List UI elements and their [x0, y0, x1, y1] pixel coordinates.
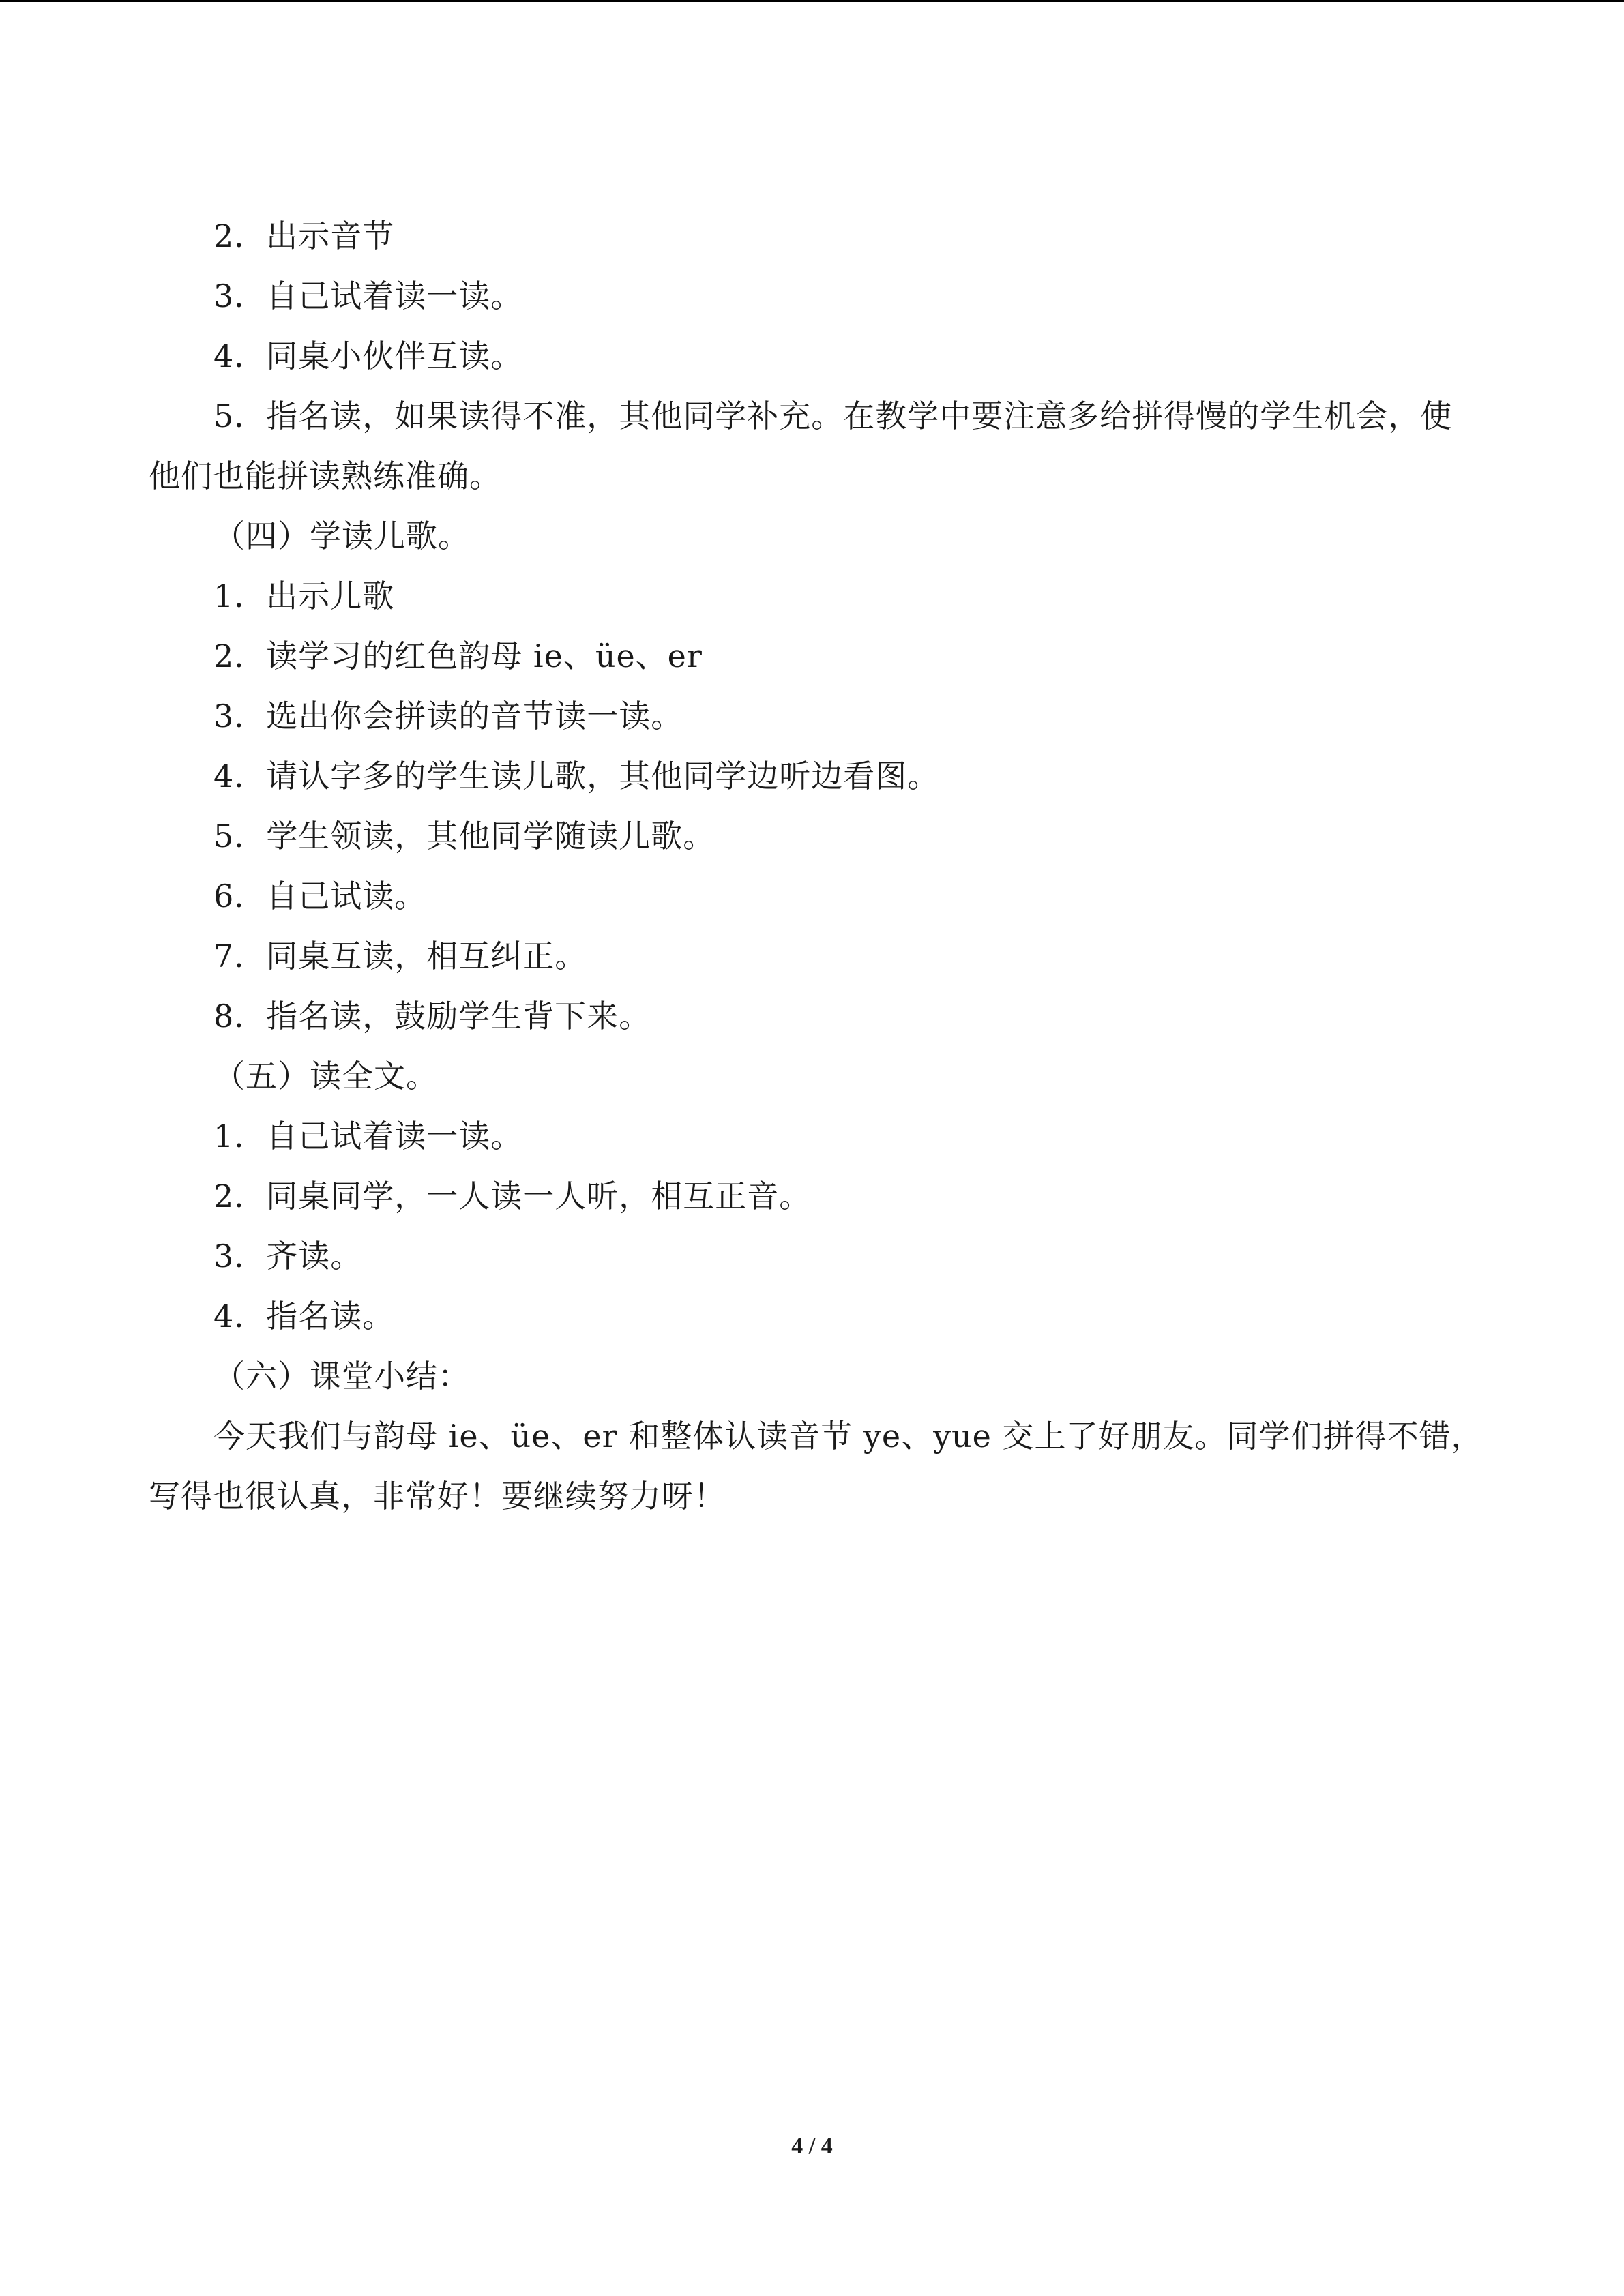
- step-partner-read: 4．同桌小伙伴互读。: [213, 338, 523, 374]
- page-number: 4 / 4: [791, 2134, 833, 2159]
- section-heading-learn-rhyme: （四）学读儿歌。: [213, 518, 470, 554]
- fulltext-step-group-read: 3．齐读。: [213, 1238, 363, 1274]
- rhyme-step-read-finals: 2．读学习的红色韵母 ie、üe、er: [213, 638, 703, 674]
- step-self-read: 3．自己试着读一读。: [213, 278, 523, 314]
- rhyme-step-partner-correct: 7．同桌互读，相互纠正。: [213, 938, 587, 974]
- rhyme-step-recite: 8．指名读，鼓励学生背下来。: [213, 998, 651, 1034]
- step-named-read: 5．指名读，如果读得不准，其他同学补充。在教学中要注意多给拼得慢的学生机会，使: [213, 398, 1453, 434]
- rhyme-step-choose-syllables: 3．选出你会拼读的音节读一读。: [213, 698, 683, 734]
- fulltext-step-partner: 2．同桌同学，一人读一人听，相互正音。: [213, 1178, 812, 1214]
- fulltext-step-self-read: 1．自己试着读一读。: [213, 1118, 523, 1154]
- section-heading-summary: （六）课堂小结：: [213, 1358, 470, 1395]
- summary-paragraph-line-1: 今天我们与韵母 ie、üe、er 和整体认读音节 ye、yue 交上了好朋友。同学们拼得不错，: [213, 1418, 1483, 1455]
- document-body: [149, 206, 1483, 1526]
- rhyme-step-show: 1．出示儿歌: [213, 578, 395, 614]
- top-border-line: [0, 0, 1624, 2]
- step-show-syllables: 2．出示音节: [213, 218, 395, 254]
- section-heading-read-full-text: （五）读全文。: [213, 1058, 438, 1094]
- summary-paragraph-line-2: 写得也很认真，非常好！要继续努力呀！: [149, 1478, 726, 1515]
- step-named-read-continued: 他们也能拼读熟练准确。: [149, 458, 501, 494]
- rhyme-step-lead-read: 5．学生领读，其他同学随读儿歌。: [213, 818, 715, 854]
- rhyme-step-self-read: 6．自己试读。: [213, 878, 427, 914]
- fulltext-step-named-read: 4．指名读。: [213, 1298, 395, 1335]
- rhyme-step-student-reads: 4．请认字多的学生读儿歌，其他同学边听边看图。: [213, 758, 940, 794]
